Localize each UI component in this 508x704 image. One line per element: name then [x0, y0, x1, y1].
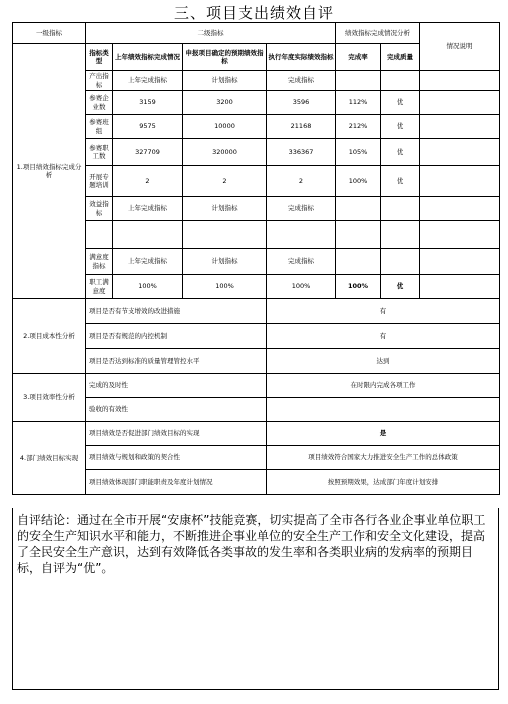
section3-label: 3.项目效率性分析: [13, 374, 86, 422]
table-cell: 优: [381, 139, 420, 166]
header-notes: 情况说明: [420, 23, 500, 71]
table-cell: 320000: [183, 139, 267, 166]
table-cell: 100%: [113, 275, 183, 299]
table-cell: 项目绩效符合国家大力推进安全生产工作的总体政策: [267, 446, 500, 470]
table-cell: 项目绩效是否促进部门绩效目标的实现: [86, 422, 267, 446]
table-cell: 项目是否有规范的内控机制: [86, 324, 267, 349]
conclusion-text: 自评结论：通过在全市开展“安康杯”技能竞赛，切实提高了全市各行各业企事业单位职工的安全生产知识水平和能力，不断推进企事业单位的安全生产工作和安全文化建设，提高了全民安全生产意识，达到有效降低各类事故的发生率和各类职业病的发病率的预期目标，自评为“优”。: [17, 513, 486, 575]
subheader-prev: 上年绩效指标完成情况: [113, 44, 183, 71]
table-cell: 有: [267, 299, 500, 324]
table-cell: 计划指标: [183, 197, 267, 221]
table-cell: [336, 71, 381, 91]
table-cell: 上年完成指标: [113, 197, 183, 221]
table-cell: 项目绩效体现部门职能职责及年度计划情况: [86, 470, 267, 495]
table-cell: 参赛职工数: [86, 139, 113, 166]
table-cell: 产出指标: [86, 71, 113, 91]
table-cell: 3159: [113, 91, 183, 115]
conclusion-box: [12, 508, 499, 690]
header-level1: 一级指标: [13, 23, 86, 44]
table-cell: 10000: [183, 115, 267, 139]
table-cell: 优: [381, 115, 420, 139]
table-cell: 100%: [183, 275, 267, 299]
table-cell: 完成指标: [267, 249, 336, 275]
performance-table: [12, 22, 500, 495]
subheader-plan: 申报项目确定的预期绩效指标: [183, 44, 267, 71]
table-cell: [381, 197, 420, 221]
table-cell: 100%: [336, 275, 381, 299]
table-cell: [420, 139, 500, 166]
table-cell: 是: [267, 422, 500, 446]
table-cell: [420, 115, 500, 139]
table-cell: 项目是否有节支增效的改进措施: [86, 299, 267, 324]
table-cell: 100%: [336, 166, 381, 197]
table-cell: [420, 249, 500, 275]
table-cell: 按照预期效果，达成部门年度计划安排: [267, 470, 500, 495]
table-cell: 验收的有效性: [86, 398, 267, 422]
table-cell: 参赛企业数: [86, 91, 113, 115]
table-cell: [267, 398, 500, 422]
table-cell: 职工满意度: [86, 275, 113, 299]
table-cell: 效益指标: [86, 197, 113, 221]
table-cell: 9575: [113, 115, 183, 139]
table-cell: [420, 197, 500, 221]
table-cell: [381, 221, 420, 249]
header-analysis: 绩效指标完成情况分析: [336, 23, 420, 44]
page-title: 三、项目支出绩效自评: [173, 4, 334, 22]
table-cell: 项目绩效与规划和政策的契合性: [86, 446, 267, 470]
table-cell: 计划指标: [183, 249, 267, 275]
table-cell: [420, 166, 500, 197]
table-cell: [381, 71, 420, 91]
table-cell: [420, 91, 500, 115]
table-cell: 计划指标: [183, 71, 267, 91]
section2-label: 2.项目成本性分析: [13, 299, 86, 374]
table-cell: 327709: [113, 139, 183, 166]
table-cell: 2: [267, 166, 336, 197]
header-level2: 二级指标: [86, 23, 336, 44]
table-cell: 满意度指标: [86, 249, 113, 275]
table-cell: 有: [267, 324, 500, 349]
table-cell: 开展专题培训: [86, 166, 113, 197]
table-cell: [336, 197, 381, 221]
table-cell: 完成指标: [267, 197, 336, 221]
subheader-quality: 完成质量: [381, 44, 420, 71]
table-cell: 105%: [336, 139, 381, 166]
table-cell: 优: [381, 91, 420, 115]
table-cell: 优: [381, 166, 420, 197]
table-cell: 完成的及时性: [86, 374, 267, 398]
table-cell: 完成指标: [267, 71, 336, 91]
table-cell: [113, 221, 183, 249]
section1-label: 1.项目绩效指标完成分析: [13, 44, 86, 299]
table-cell: 在时限内完成各项工作: [267, 374, 500, 398]
table-cell: 达到: [267, 349, 500, 374]
table-cell: 项目是否达到标准的质量管理管控水平: [86, 349, 267, 374]
table-cell: [86, 221, 113, 249]
section4-label: 4.部门绩效目标实现: [13, 422, 86, 495]
table-cell: [183, 221, 267, 249]
table-cell: [420, 221, 500, 249]
table-cell: [381, 249, 420, 275]
table-cell: 100%: [267, 275, 336, 299]
table-cell: 336367: [267, 139, 336, 166]
table-cell: 212%: [336, 115, 381, 139]
table-cell: 上年完成指标: [113, 71, 183, 91]
table-cell: [336, 221, 381, 249]
subheader-type: 指标类型: [86, 44, 113, 71]
table-cell: [420, 275, 500, 299]
table-cell: 参赛班组: [86, 115, 113, 139]
table-cell: 优: [381, 275, 420, 299]
table-cell: 上年完成指标: [113, 249, 183, 275]
subheader-rate: 完成率: [336, 44, 381, 71]
table-cell: 2: [113, 166, 183, 197]
table-cell: [267, 221, 336, 249]
subheader-actual: 执行年度实际绩效指标: [267, 44, 336, 71]
table-cell: [336, 249, 381, 275]
table-cell: [420, 71, 500, 91]
table-cell: 2: [183, 166, 267, 197]
table-cell: 3596: [267, 91, 336, 115]
table-cell: 3200: [183, 91, 267, 115]
table-cell: 21168: [267, 115, 336, 139]
table-cell: 112%: [336, 91, 381, 115]
